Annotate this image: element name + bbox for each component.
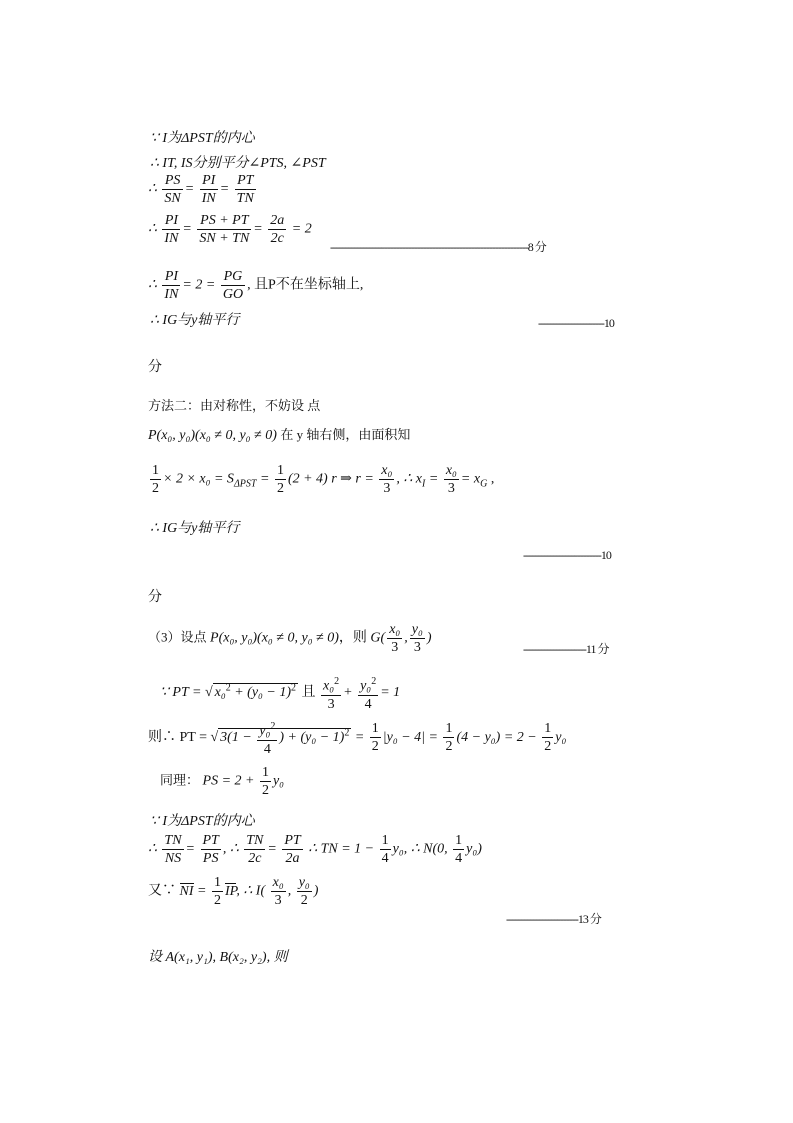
line-bisect: ∴ IT, IS分别平分∠PTS, ∠PST: [150, 156, 326, 171]
vector-ni: 又∵ NI = $\frac{1}{2}$ IP, ∴ I( $\frac{\text{x₀}}{3}$ , $\frac{\text{y₀}}{2}$ ): [148, 875, 319, 908]
method-two-area-eq: $\frac{1}{2}$ × $2 \times x_0 = S_{\Delta PST}$ = $\frac{1}{2}$ (2 + 4) r ⇒ r = $\frac{\text{x₀}}{3}$ , ∴ $x_I$ = $\frac{\text{x₀}}{3}$ = $x_G$ ,: [152, 463, 495, 496]
pt-definition: ∵ PT = √ $x_0^2 + (y_0 - 1)^2$ 且 $\frac{x_0^2}{3}$ + $\frac{y_0^2}{4}$ = 1: [160, 673, 400, 713]
score-11: ---------------------11 分: [523, 642, 609, 656]
line-parallel-2: ∴ IG与y轴平行: [150, 521, 240, 536]
line-incenter: ∵ I为ΔPST的内心: [150, 131, 255, 146]
part-three-setup: （3）设点 P(x₀, y₀)(x₀ ≠ 0, y₀ ≠ 0)，则 G( $\frac{\text{x₀}}{3}$ , $\frac{\text{y₀}}{3}$ ): [148, 622, 432, 655]
line-ratio-1: ∴ $\frac{PS}{SN}$ = $\frac{PI}{IN}$ = $\frac{PT}{TN}$: [148, 173, 254, 206]
tn-ratio: ∴ $\frac{TN}{NS}$ = $\frac{PT}{PS}$ , ∴ $\frac{TN}{2c}$ = $\frac{PT}{2a}$ ∴ TN = 1 − $\frac{1}{4}$ y₀, ∴ N(0, $\frac{1}{4}$ y₀): [148, 833, 482, 866]
score-13: ------------------------13 分: [506, 912, 601, 926]
pt-simplified: 则∴ PT = √ 3(1 − $\frac{y_0^2}{4}$ ) + $(y_0 - 1)^2$ = $\frac{1}{2}$ |y₀ − 4| = $\frac{1}{2}$ (4 − y₀) = 2 − $\frac{1}{2}$ y₀: [148, 718, 566, 758]
line-parallel-1: ∴ IG与y轴平行: [150, 313, 240, 328]
score-10a-unit: 分: [148, 360, 162, 375]
score-10a: ----------------------10: [538, 316, 614, 330]
method-two-heading: 方法二：由对称性，不妨设 点: [148, 398, 321, 413]
set-points-ab: 设 A(x₁, y₁), B(x₂, y₂), 则: [148, 950, 288, 965]
line-ratio-3: ∴ $\frac{PI}{IN}$ = 2 = $\frac{PG}{GO}$ , 且P不在坐标轴上,: [148, 269, 364, 302]
score-10b-unit: 分: [148, 590, 162, 605]
line-ratio-2: ∴ $\frac{PI}{IN}$ = $\frac{PS + PT}{SN + TN}$ = $\frac{2a}{2c}$ = 2: [148, 213, 312, 246]
method-two-point: P(x₀, y₀)(x₀ ≠ 0, y₀ ≠ 0) 在 y 轴右侧，由面积知: [148, 427, 411, 443]
line-incenter-2: ∵ I为ΔPST的内心: [150, 814, 255, 829]
score-8: ------------------------------------------------------------------8 分: [330, 240, 546, 254]
score-10b: --------------------------10: [523, 548, 611, 562]
ps-similarly: 同理： PS = 2 + $\frac{1}{2}$ y₀: [160, 765, 285, 798]
